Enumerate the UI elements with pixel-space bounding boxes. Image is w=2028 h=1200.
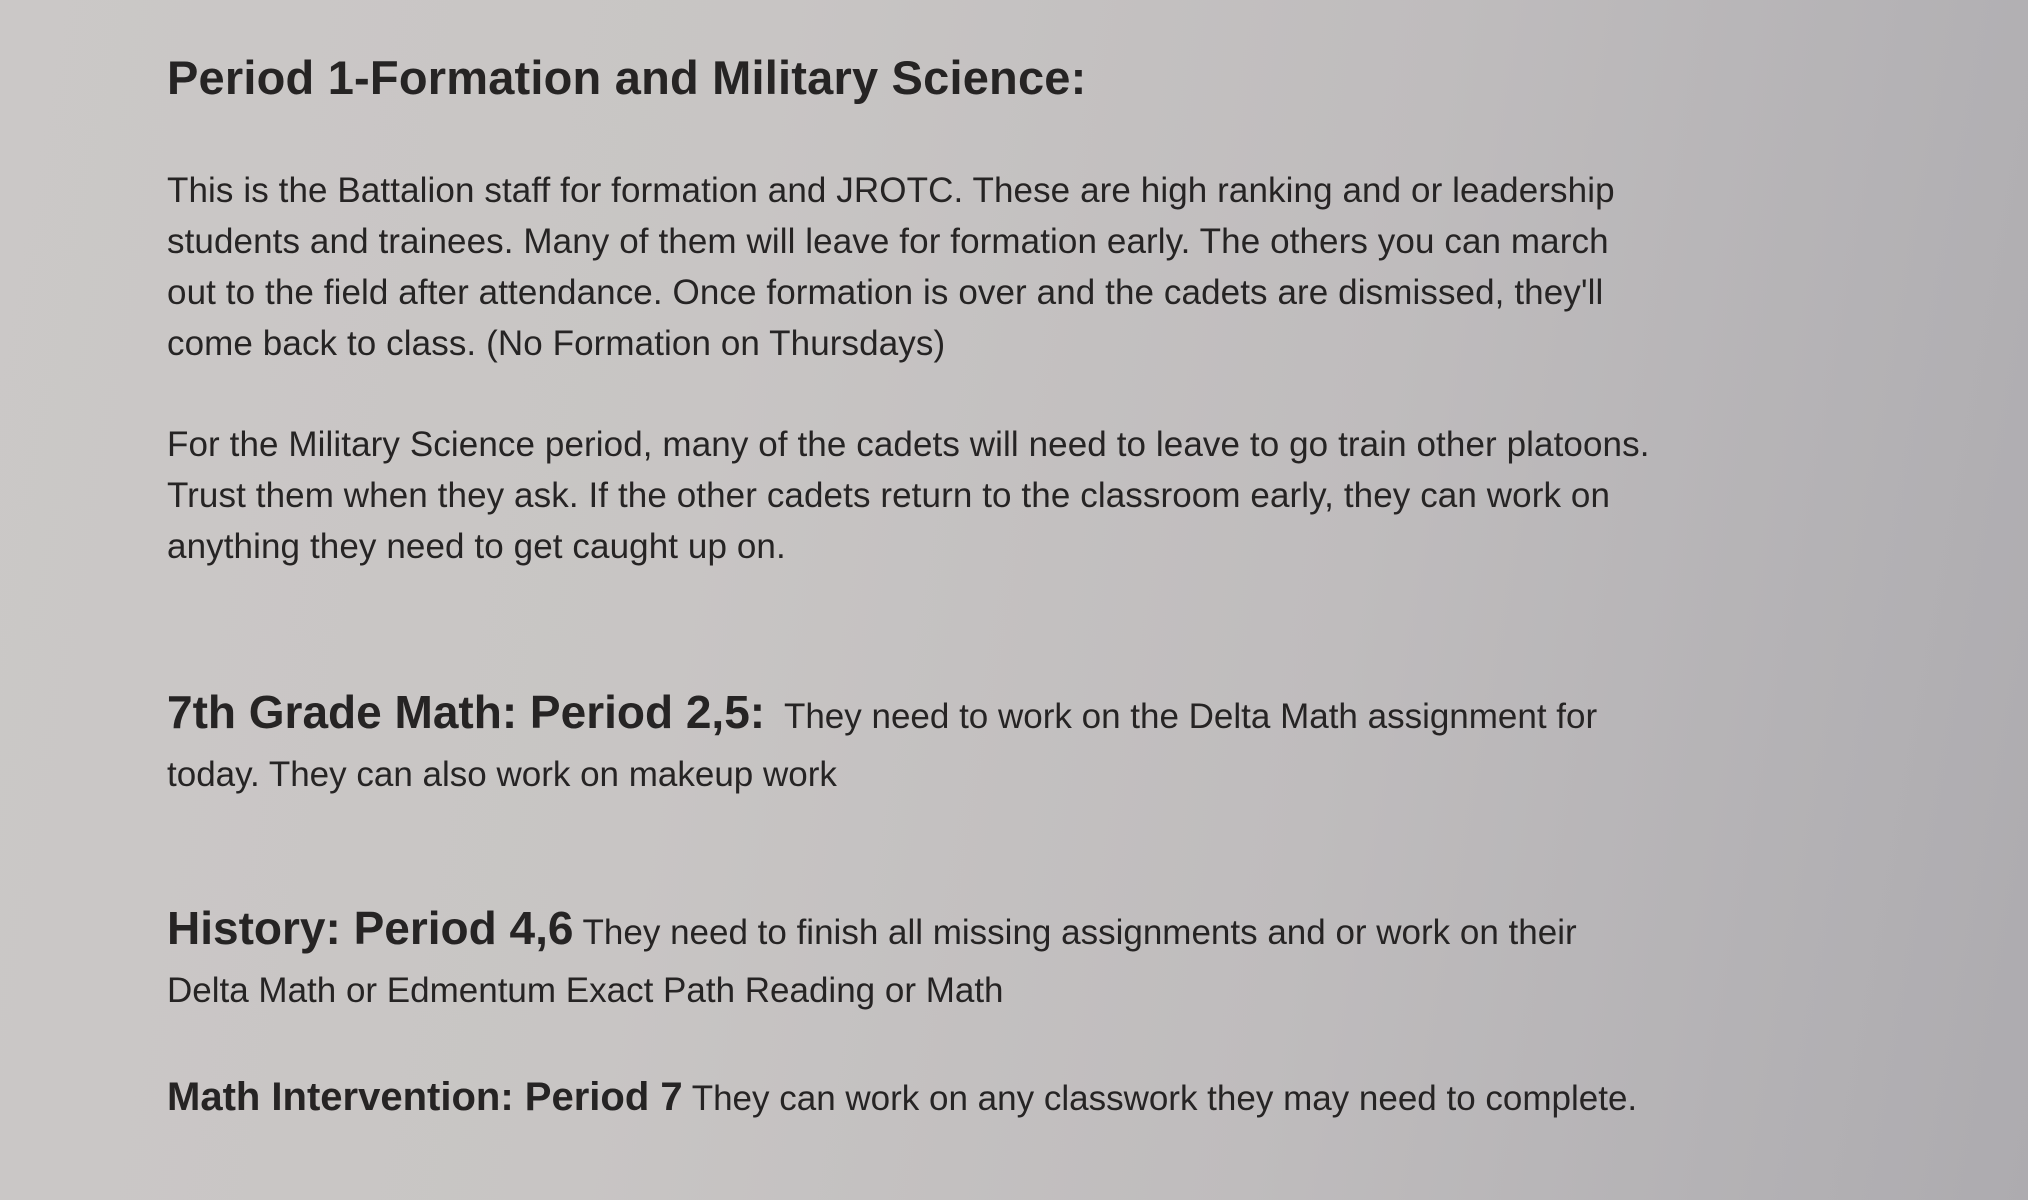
history-section [167,899,1767,1020]
paragraph-line: For the Military Science period, many of the cadets will need to leave to go train other platoons. [167,425,1650,464]
paragraph-line: come back to class. (No Formation on Thursdays) [167,324,946,363]
period1-paragraph-formation [167,165,1767,369]
math7-section [167,683,1767,804]
history-text: They need to finish all missing assignments and or work on their [582,913,1577,952]
paragraph-line: students and trainees. Many of them will leave for formation early. The others you can march [167,222,1609,261]
history-text-continued: Delta Math or Edmentum Exact Path Reading or Math [167,971,1004,1010]
intervention-section [167,1068,1767,1128]
math7-text: They need to work on the Delta Math assignment for [783,697,1598,736]
paragraph-line: anything they need to get caught up on. [167,527,786,566]
intervention-label: Math Intervention: Period 7 [167,1075,683,1119]
period1-paragraph-military-science [167,419,1767,572]
history-label: History: Period 4,6 [167,902,574,954]
period1-heading: Period 1-Formation and Military Science: [167,51,1087,104]
intervention-text: They can work on any classwork they may need to complete. [691,1079,1638,1118]
paragraph-line: This is the Battalion staff for formation and JROTC. These are high ranking and or leadership [167,171,1615,210]
math7-label: 7th Grade Math: Period 2,5: [167,686,766,738]
math7-text-continued: today. They can also work on makeup work [167,755,837,794]
paragraph-line: Trust them when they ask. If the other cadets return to the classroom early, they can work on [167,476,1611,515]
paragraph-line: out to the field after attendance. Once formation is over and the cadets are dismissed, they'll [167,273,1604,312]
